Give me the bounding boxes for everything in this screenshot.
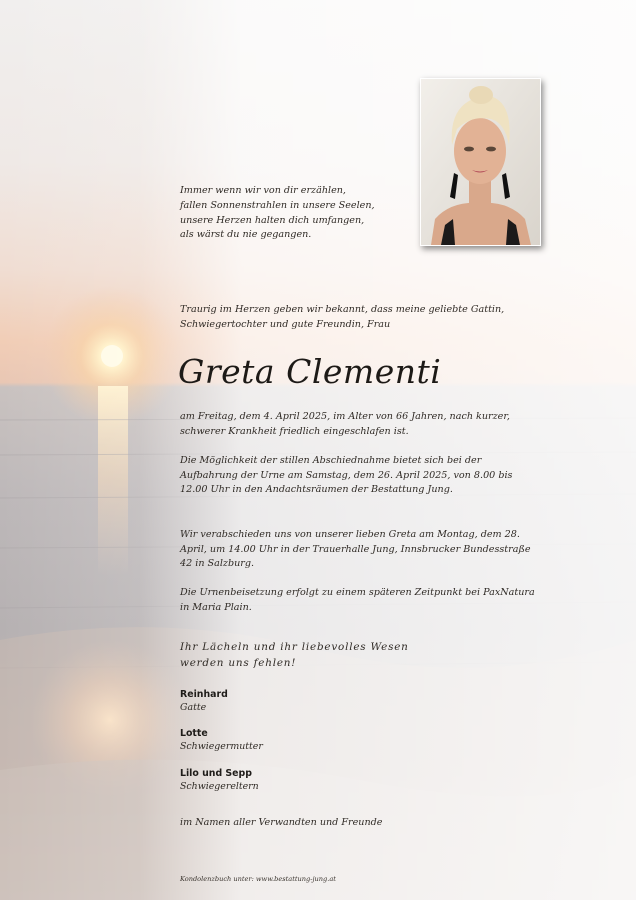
mourner-role: Schwiegermutter — [180, 741, 263, 752]
announcement-intro: Traurig im Herzen geben wir bekannt, dass meine geliebte Gattin, Schwiegertochter und gute Freundin, Frau — [180, 304, 505, 330]
poem-line: unsere Herzen halten dich umfangen, — [180, 214, 365, 226]
poem-line: fallen Sonnenstrahlen in unsere Seelen, — [180, 199, 375, 211]
burial-paragraph: Die Urnenbeisetzung erfolgt zu einem späteren Zeitpunkt bei PaxNatura in Maria Plain. — [180, 587, 535, 613]
viewing-paragraph: Die Möglichkeit der stillen Abschiednahme bietet sich bei der Aufbahrung der Urne am Samstag, dem 26. April 2025, von 8.00 bis 12.00 Uhr in den Andachtsräumen der Bestattung Jung. — [180, 455, 513, 496]
poem-line: als wärst du nie gegangen. — [180, 229, 312, 241]
mourner-role: Schwiegereltern — [180, 781, 259, 792]
mourner-name: Lilo und Sepp — [180, 768, 252, 779]
mourner — [180, 727, 380, 754]
quote-line: Ihr Lächeln und ihr liebevolles Wesen — [180, 641, 409, 653]
passing-paragraph: am Freitag, dem 4. April 2025, im Alter von 66 Jahren, nach kurzer, schwerer Krankheit friedlich eingeschlafen ist. — [180, 411, 510, 437]
memorial-quote — [180, 639, 500, 671]
quote-line: werden uns fehlen! — [180, 657, 297, 669]
poem-line: Immer wenn wir von dir erzählen, — [180, 185, 346, 196]
mourner-name: Lotte — [180, 728, 208, 739]
mourner-role: Gatte — [180, 702, 207, 713]
closing-line: im Namen aller Verwandten und Freunde — [180, 817, 383, 828]
portrait-photo — [420, 78, 541, 246]
farewell-paragraph: Wir verabschieden uns von unserer lieben Greta am Montag, dem 28. April, um 14.00 Uhr in der Trauerhalle Jung, Innsbrucker Bundesstraße 42 in Salzburg. — [180, 529, 531, 570]
mourner — [180, 688, 380, 715]
mourner-name: Reinhard — [180, 689, 228, 700]
mourner — [180, 767, 380, 794]
condolence-book-link[interactable]: Kondolenzbuch unter: www.bestattung-jung.at — [180, 875, 336, 883]
poem — [180, 184, 410, 243]
deceased-name: Greta Clementi — [178, 352, 442, 391]
